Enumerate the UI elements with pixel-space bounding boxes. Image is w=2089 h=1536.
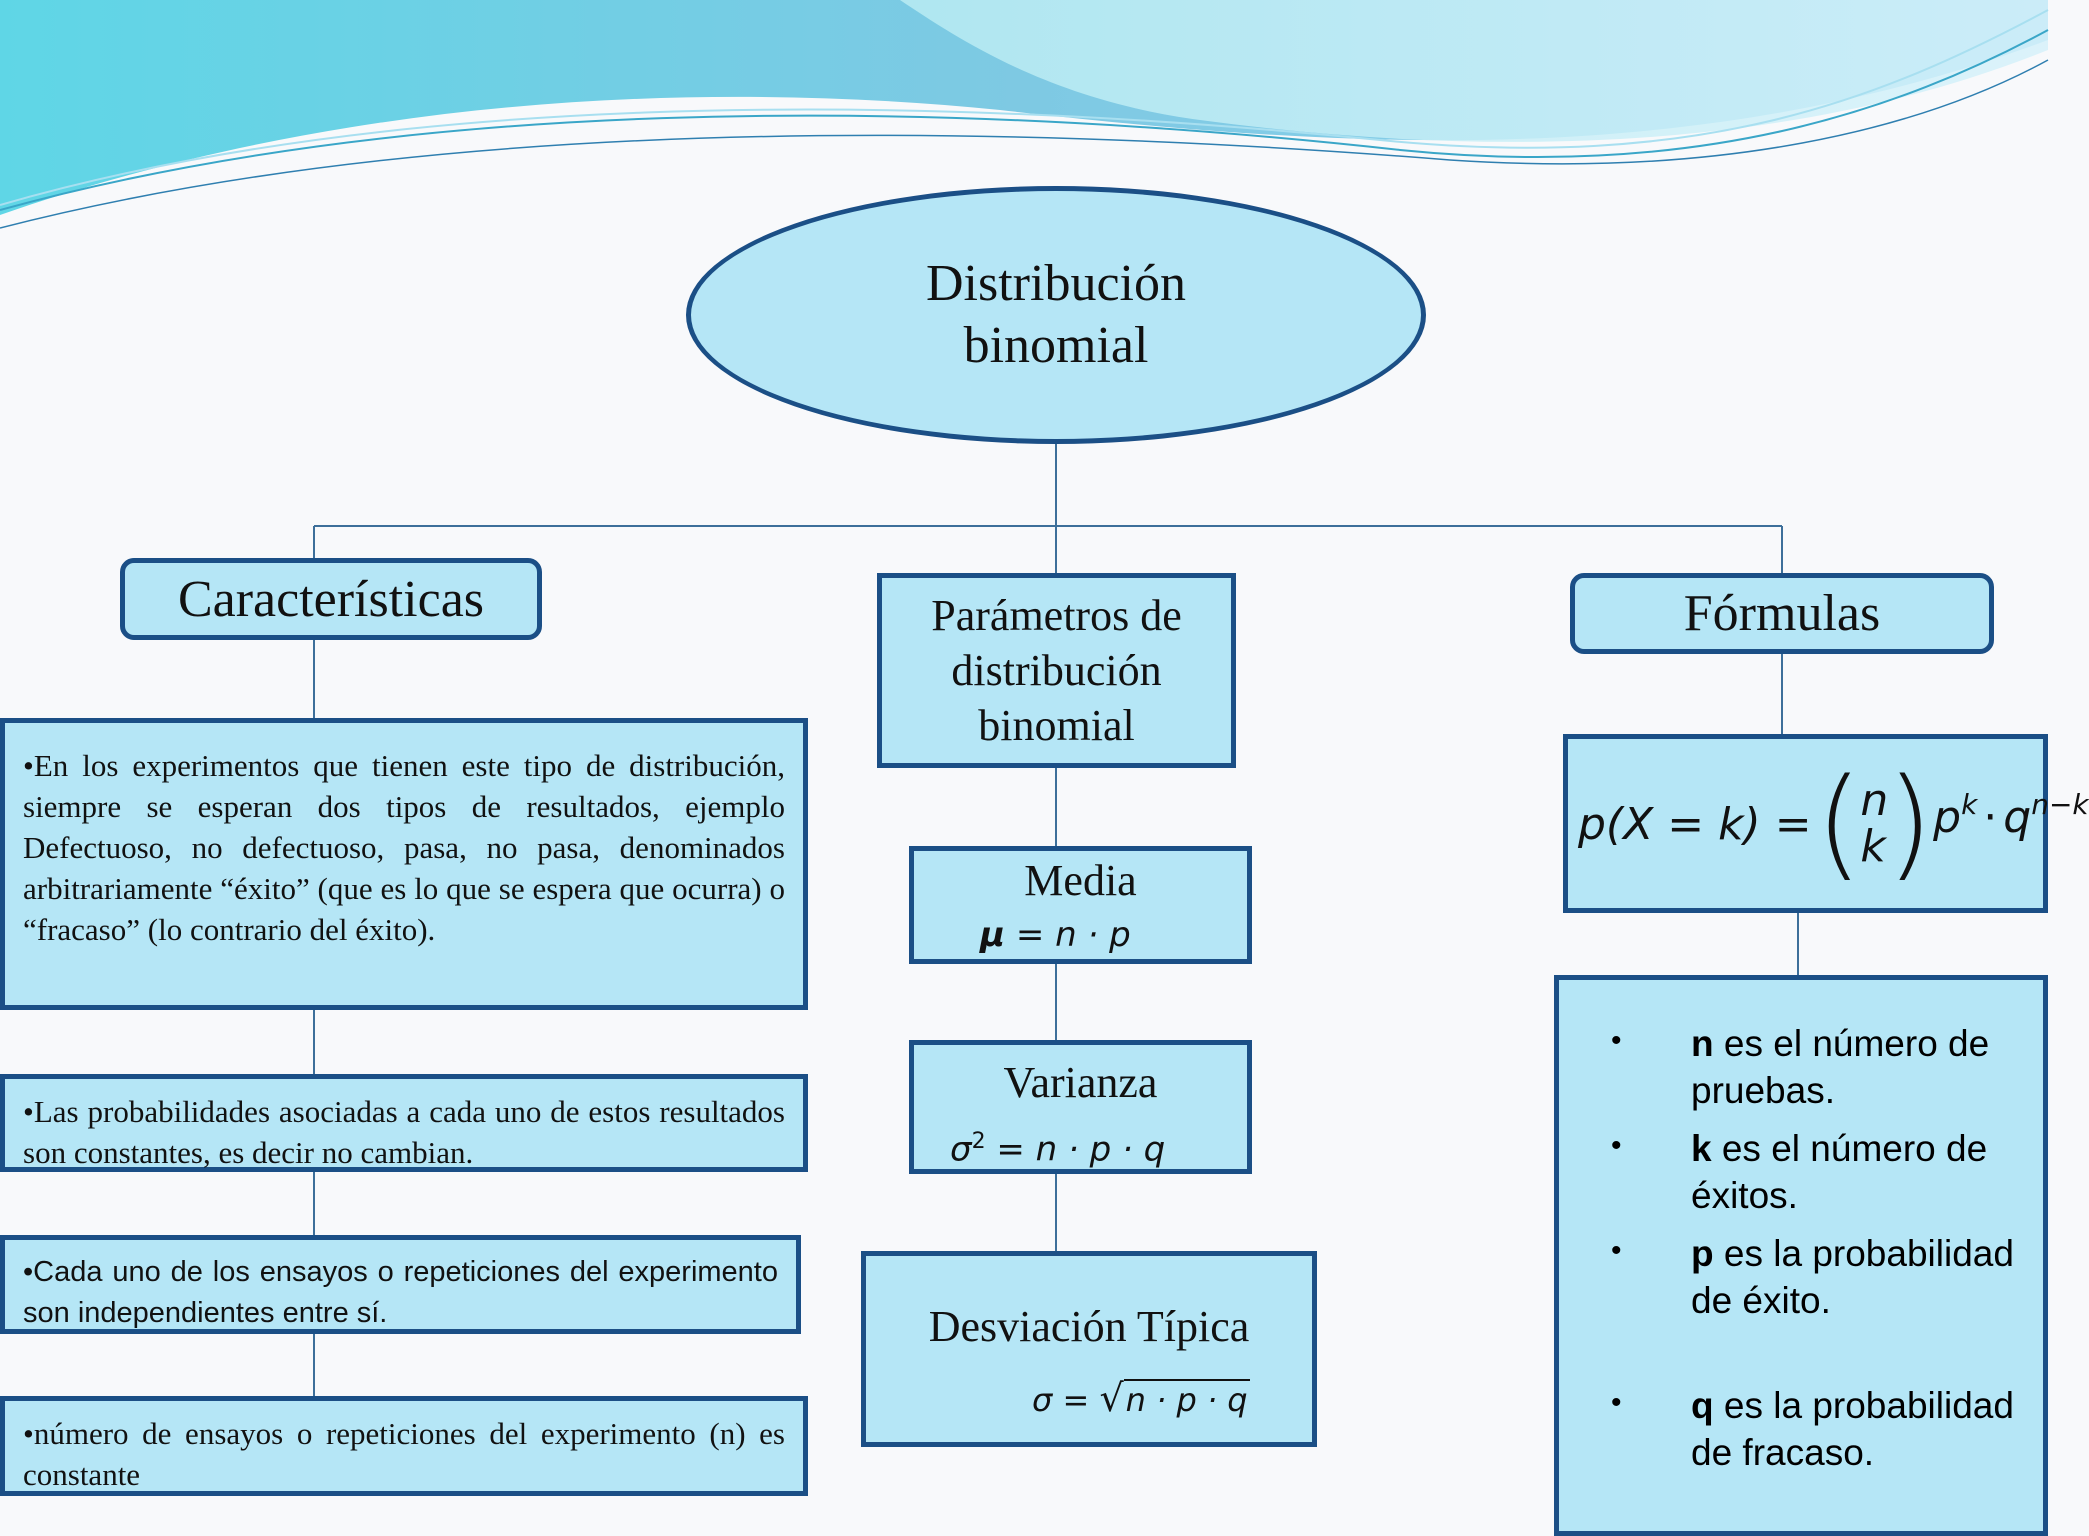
desviacion-formula-lhs: σ = <box>1032 1381 1090 1419</box>
legend-text-n: n es el número de pruebas. <box>1691 1023 1990 1111</box>
branch-caracteristicas-label: Características <box>177 570 485 628</box>
characteristic-box-3 <box>0 1235 801 1334</box>
characteristic-box-4 <box>0 1396 808 1496</box>
branch-caracteristicas <box>120 558 542 640</box>
root-title-line1: Distribución <box>926 255 1186 312</box>
root-title-line2: binomial <box>963 317 1149 374</box>
branch-parametros-line2: distribución <box>951 646 1162 695</box>
binomial-coefficient <box>1860 775 1889 872</box>
bullet-icon: • <box>1611 1129 1622 1162</box>
binomial-top: n <box>1860 775 1889 826</box>
legend-text-k: k es el número de éxitos. <box>1691 1128 1988 1216</box>
param-varianza <box>909 1040 1252 1174</box>
bullet-icon: • <box>1611 1024 1622 1057</box>
desviacion-formula-radicand: n · p · q <box>1125 1381 1248 1419</box>
branch-formulas <box>1570 573 1994 654</box>
branch-formulas-label: Fórmulas <box>1683 585 1881 642</box>
left-paren-icon: ( <box>1815 754 1863 893</box>
characteristic-text-2: •Las probabilidades asociadas a cada uno de estos resultados son constantes, es decir no cambian. <box>23 1094 785 1170</box>
param-varianza-label: Varianza <box>1003 1058 1158 1107</box>
characteristic-text-4: •número de ensayos o repeticiones del experimento (n) es constante <box>23 1416 785 1492</box>
binomial-bottom: k <box>1860 821 1886 872</box>
varianza-formula-sigma: σ <box>950 1129 972 1170</box>
binomial-q-exp: n−k <box>2031 787 2089 821</box>
branch-parametros <box>877 573 1236 768</box>
desviacion-formula <box>1032 1376 1250 1420</box>
bullet-icon: • <box>1611 1386 1622 1419</box>
sqrt-icon: √ <box>1099 1376 1124 1420</box>
binomial-p-exp: k <box>1961 787 1978 821</box>
varianza-formula-rhs: = n · p · q <box>996 1129 1166 1170</box>
binomial-formula <box>1578 754 2089 893</box>
binomial-q: q <box>2003 791 2032 843</box>
legend-text-q: q es la probabilidad de fracaso. <box>1691 1385 2014 1473</box>
param-desviacion-tipica <box>861 1251 1317 1447</box>
variables-legend <box>1554 975 2048 1536</box>
characteristic-box-2 <box>0 1074 808 1172</box>
param-media-label: Media <box>1024 856 1137 905</box>
root-node-distribucion-binomial <box>686 186 1426 444</box>
bullet-icon: • <box>1611 1234 1622 1267</box>
media-formula-rhs: = n · p <box>1015 915 1131 955</box>
right-paren-icon: ) <box>1886 754 1934 893</box>
varianza-formula <box>950 1129 1165 1169</box>
media-formula <box>980 915 1131 955</box>
branch-parametros-line1: Parámetros de <box>931 591 1182 640</box>
param-media <box>909 846 1252 964</box>
characteristic-text-3: •Cada uno de los ensayos o repeticiones del experimento son independientes entre sí. <box>23 1256 778 1329</box>
param-desviacion-label: Desviación Típica <box>928 1302 1250 1351</box>
varianza-formula-exponent: 2 <box>971 1129 986 1154</box>
characteristic-text-1: •En los experimentos que tienen este tipo de distribución, siempre se esperan dos tipos de resultados, ejemplo Defectuoso, no defectuoso, pasa, no pasa, denominados arbitrariamente “éxito” (que es lo que se espera que ocurra) o “fracaso” (lo contrario del éxito). <box>23 748 785 947</box>
binomial-dot: · <box>1983 791 1998 843</box>
binomial-p: p <box>1933 791 1962 843</box>
binomial-formula-lhs: p(X = k) = <box>1578 798 1812 850</box>
legend-text-p: p es la probabilidad de éxito. <box>1691 1233 2014 1321</box>
characteristic-box-1 <box>0 718 808 1010</box>
main-formula-box <box>1563 734 2089 913</box>
media-formula-mu: μ <box>980 915 1006 955</box>
branch-parametros-line3: binomial <box>978 701 1135 750</box>
